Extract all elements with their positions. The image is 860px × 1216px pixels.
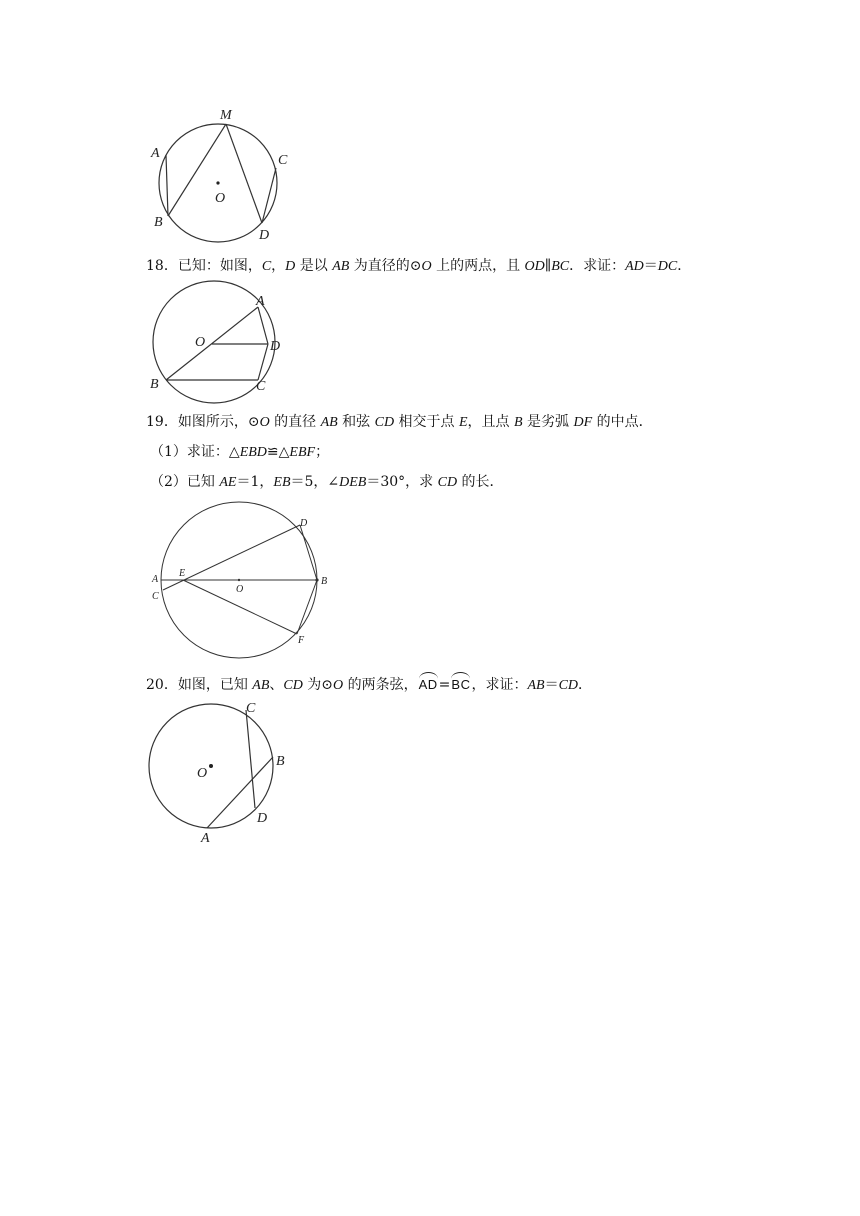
label-b: B <box>154 215 163 230</box>
chord-bf <box>297 580 317 634</box>
figure-18 <box>140 280 300 400</box>
question-number: 18． <box>146 258 178 274</box>
chord-cd <box>262 168 276 223</box>
figure-20 <box>140 695 300 850</box>
label-d: D <box>257 811 268 826</box>
label-d: D <box>300 518 308 529</box>
label-o: O <box>236 584 244 595</box>
figure-19 <box>140 495 340 670</box>
arc-bc: BC <box>450 675 471 695</box>
chord-ad <box>258 307 268 344</box>
label-b: B <box>150 377 159 392</box>
label-c: C <box>246 701 256 716</box>
chord-ab <box>166 155 168 216</box>
label-a: A <box>256 294 265 309</box>
point-b-dot <box>315 578 318 581</box>
label-a: A <box>201 831 210 846</box>
question-number: 20． <box>146 677 178 693</box>
label-f: F <box>298 635 305 646</box>
center-dot <box>209 764 213 768</box>
label-m: M <box>220 108 232 123</box>
arc-ad: AD <box>418 675 439 695</box>
label-o: O <box>215 191 226 206</box>
label-o: O <box>197 766 208 781</box>
label-o: O <box>195 335 206 350</box>
question-19-part-1: （1）求证：△EBD≌△EBF； <box>150 444 330 460</box>
center-dot <box>216 181 219 184</box>
figure-17 <box>145 100 315 250</box>
label-a: A <box>152 574 159 585</box>
label-e: E <box>179 568 186 579</box>
chord-db <box>300 525 317 580</box>
question-19-part-2: （2）已知 AE＝1，EB＝5，∠DEB＝30°，求 CD 的长． <box>150 474 504 490</box>
question-number: 19． <box>146 414 178 430</box>
question-18: 18．已知：如图，C，D 是以 AB 为直径的⊙O 上的两点，且 OD∥BC．求证：AD＝DC． <box>146 258 692 274</box>
label-c: C <box>152 591 159 602</box>
chord-cd <box>246 710 255 808</box>
question-19: 19．如图所示，⊙O 的直径 AB 和弦 CD 相交于点 E，且点 B 是劣弧 DF 的中点． <box>146 414 653 430</box>
chord-dc <box>258 344 268 380</box>
label-c: C <box>256 379 266 394</box>
label-b: B <box>321 576 328 587</box>
label-c: C <box>278 153 288 168</box>
center-dot <box>238 579 240 581</box>
label-a: A <box>151 146 160 161</box>
label-d: D <box>259 228 270 243</box>
question-20: 20．如图，已知 AB、CD 为⊙O 的两条弦，AD=BC，求证：AB＝CD． <box>146 677 593 693</box>
label-b: B <box>276 754 285 769</box>
label-d: D <box>270 339 281 354</box>
